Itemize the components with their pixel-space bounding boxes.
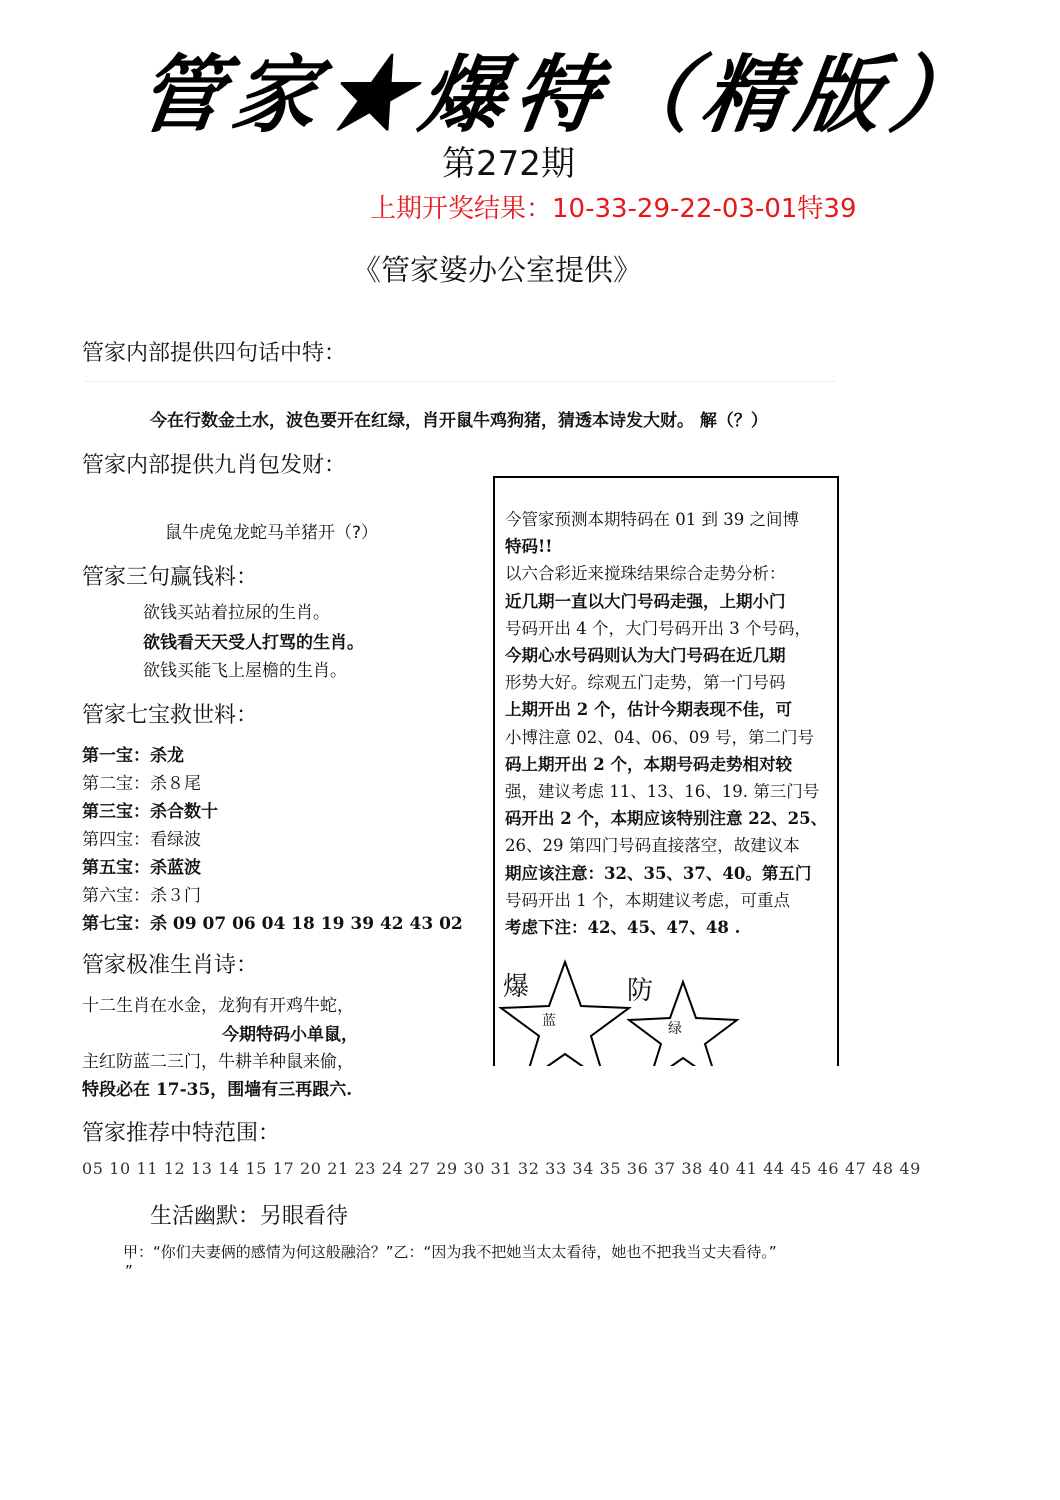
poem-line: 主红防蓝二三门，牛耕羊种鼠来偷，: [82, 1052, 354, 1072]
treasure-item: 第七宝：杀 09 07 06 04 18 19 39 42 43 02: [82, 914, 463, 934]
poem-heading: 管家极准生肖诗：: [82, 953, 259, 978]
nine-zodiac-line: 鼠牛虎兔龙蛇马羊猪开（?）: [165, 523, 379, 543]
treasure-item: 第六宝：杀３门: [82, 886, 201, 906]
analysis-line: 码开出 2 个，本期应该特别注意 22、25、: [505, 809, 828, 829]
analysis-line: 强，建议考虑 11、13、16、19. 第三门号: [505, 782, 820, 802]
analysis-line: 特码!!: [505, 537, 553, 557]
star-right-label: 防: [627, 976, 654, 1006]
page-title: 管家★爆特（精版）: [132, 45, 993, 144]
joke-line: ”: [125, 1262, 133, 1280]
treasure-item: 第三宝：杀合数十: [82, 802, 218, 822]
treasure-item: 第四宝：看绿波: [82, 830, 201, 850]
analysis-line: 考虑下注：42、45、47、48 .: [505, 918, 741, 938]
star-left-label: 爆: [503, 972, 530, 1002]
dotted-divider: [85, 381, 835, 382]
analysis-line: 小博注意 02、04、06、09 号，第二门号: [505, 727, 814, 747]
analysis-line: 形势大好。综观五门走势，第一门号码: [505, 673, 786, 693]
analysis-line: 期应该注意：32、35、37、40。第五门: [505, 863, 812, 883]
range-heading: 管家推荐中特范围：: [82, 1121, 281, 1146]
analysis-line: 号码开出 1 个，本期建议考虑，可重点: [505, 890, 790, 910]
analysis-line: 以六合彩近来搅珠结果综合走势分析：: [505, 564, 786, 584]
analysis-line: 今管家预测本期特码在 01 到 39 之间博: [505, 510, 799, 529]
nine-zodiac-heading: 管家内部提供九肖包发财：: [82, 453, 347, 478]
issue-number: 第272期: [442, 144, 575, 184]
poem-line: 今期特码小单鼠，: [222, 1025, 358, 1045]
analysis-line: 近几期一直以大门号码走强，上期小门: [505, 591, 786, 611]
range-numbers: 05 10 11 12 13 14 15 17 20 21 23 24 27 29 30 31 32 33 34 35 36 37 38 40 41 44 45 46 47 48 49: [82, 1159, 921, 1178]
analysis-line: 26、29 第四门号码直接落空，故建议本: [505, 836, 800, 856]
star-right-inner: 绿: [668, 1021, 682, 1037]
seven-treasures-heading: 管家七宝救世料：: [82, 703, 259, 728]
three-sentences-line: 欲钱看天天受人打骂的生肖。: [143, 633, 364, 653]
poem-line: 十二生肖在水金，龙狗有开鸡牛蛇，: [82, 996, 354, 1016]
analysis-line: 号码开出 4 个，大门号码开出 3 个号码，: [505, 618, 811, 638]
last-result: 上期开奖结果：10-33-29-22-03-01特39: [370, 194, 857, 224]
four-sentences-heading: 管家内部提供四句话中特：: [82, 341, 347, 366]
treasure-item: 第二宝：杀８尾: [82, 774, 201, 794]
three-sentences-heading: 管家三句赢钱料：: [82, 565, 259, 590]
three-sentences-line: 欲钱买站着拉尿的生肖。: [143, 603, 330, 623]
analysis-box: [493, 476, 839, 1066]
analysis-text: [505, 506, 835, 941]
star-left-icon: [495, 956, 635, 1066]
star-right-icon: [623, 978, 743, 1066]
three-sentences-line: 欲钱买能飞上屋檐的生肖。: [143, 661, 347, 681]
provider-line: 《管家婆办公室提供》: [352, 253, 643, 287]
humor-title: 生活幽默：另眼看待: [150, 1204, 349, 1229]
analysis-line: 上期开出 2 个，估计今期表现不佳，可: [505, 700, 792, 720]
four-sentences-verse: 今在行数金土水，波色要开在红绿，肖开鼠牛鸡狗猪，猜透本诗发大财。 解（？）: [150, 411, 768, 431]
treasure-item: 第一宝：杀龙: [82, 746, 184, 766]
treasure-item: 第五宝：杀蓝波: [82, 858, 201, 878]
analysis-line: 码上期开出 2 个，本期号码走势相对较: [505, 754, 792, 774]
poem-line: 特段必在 17-35，围墙有三再跟六.: [82, 1080, 353, 1100]
joke-line: 甲：“你们夫妻俩的感情为何这般融洽？”乙：“因为我不把她当太太看待，她也不把我当丈夫看待。”: [123, 1243, 777, 1261]
star-left-inner: 蓝: [542, 1013, 556, 1029]
analysis-line: 今期心水号码则认为大门号码在近几期: [505, 646, 786, 666]
